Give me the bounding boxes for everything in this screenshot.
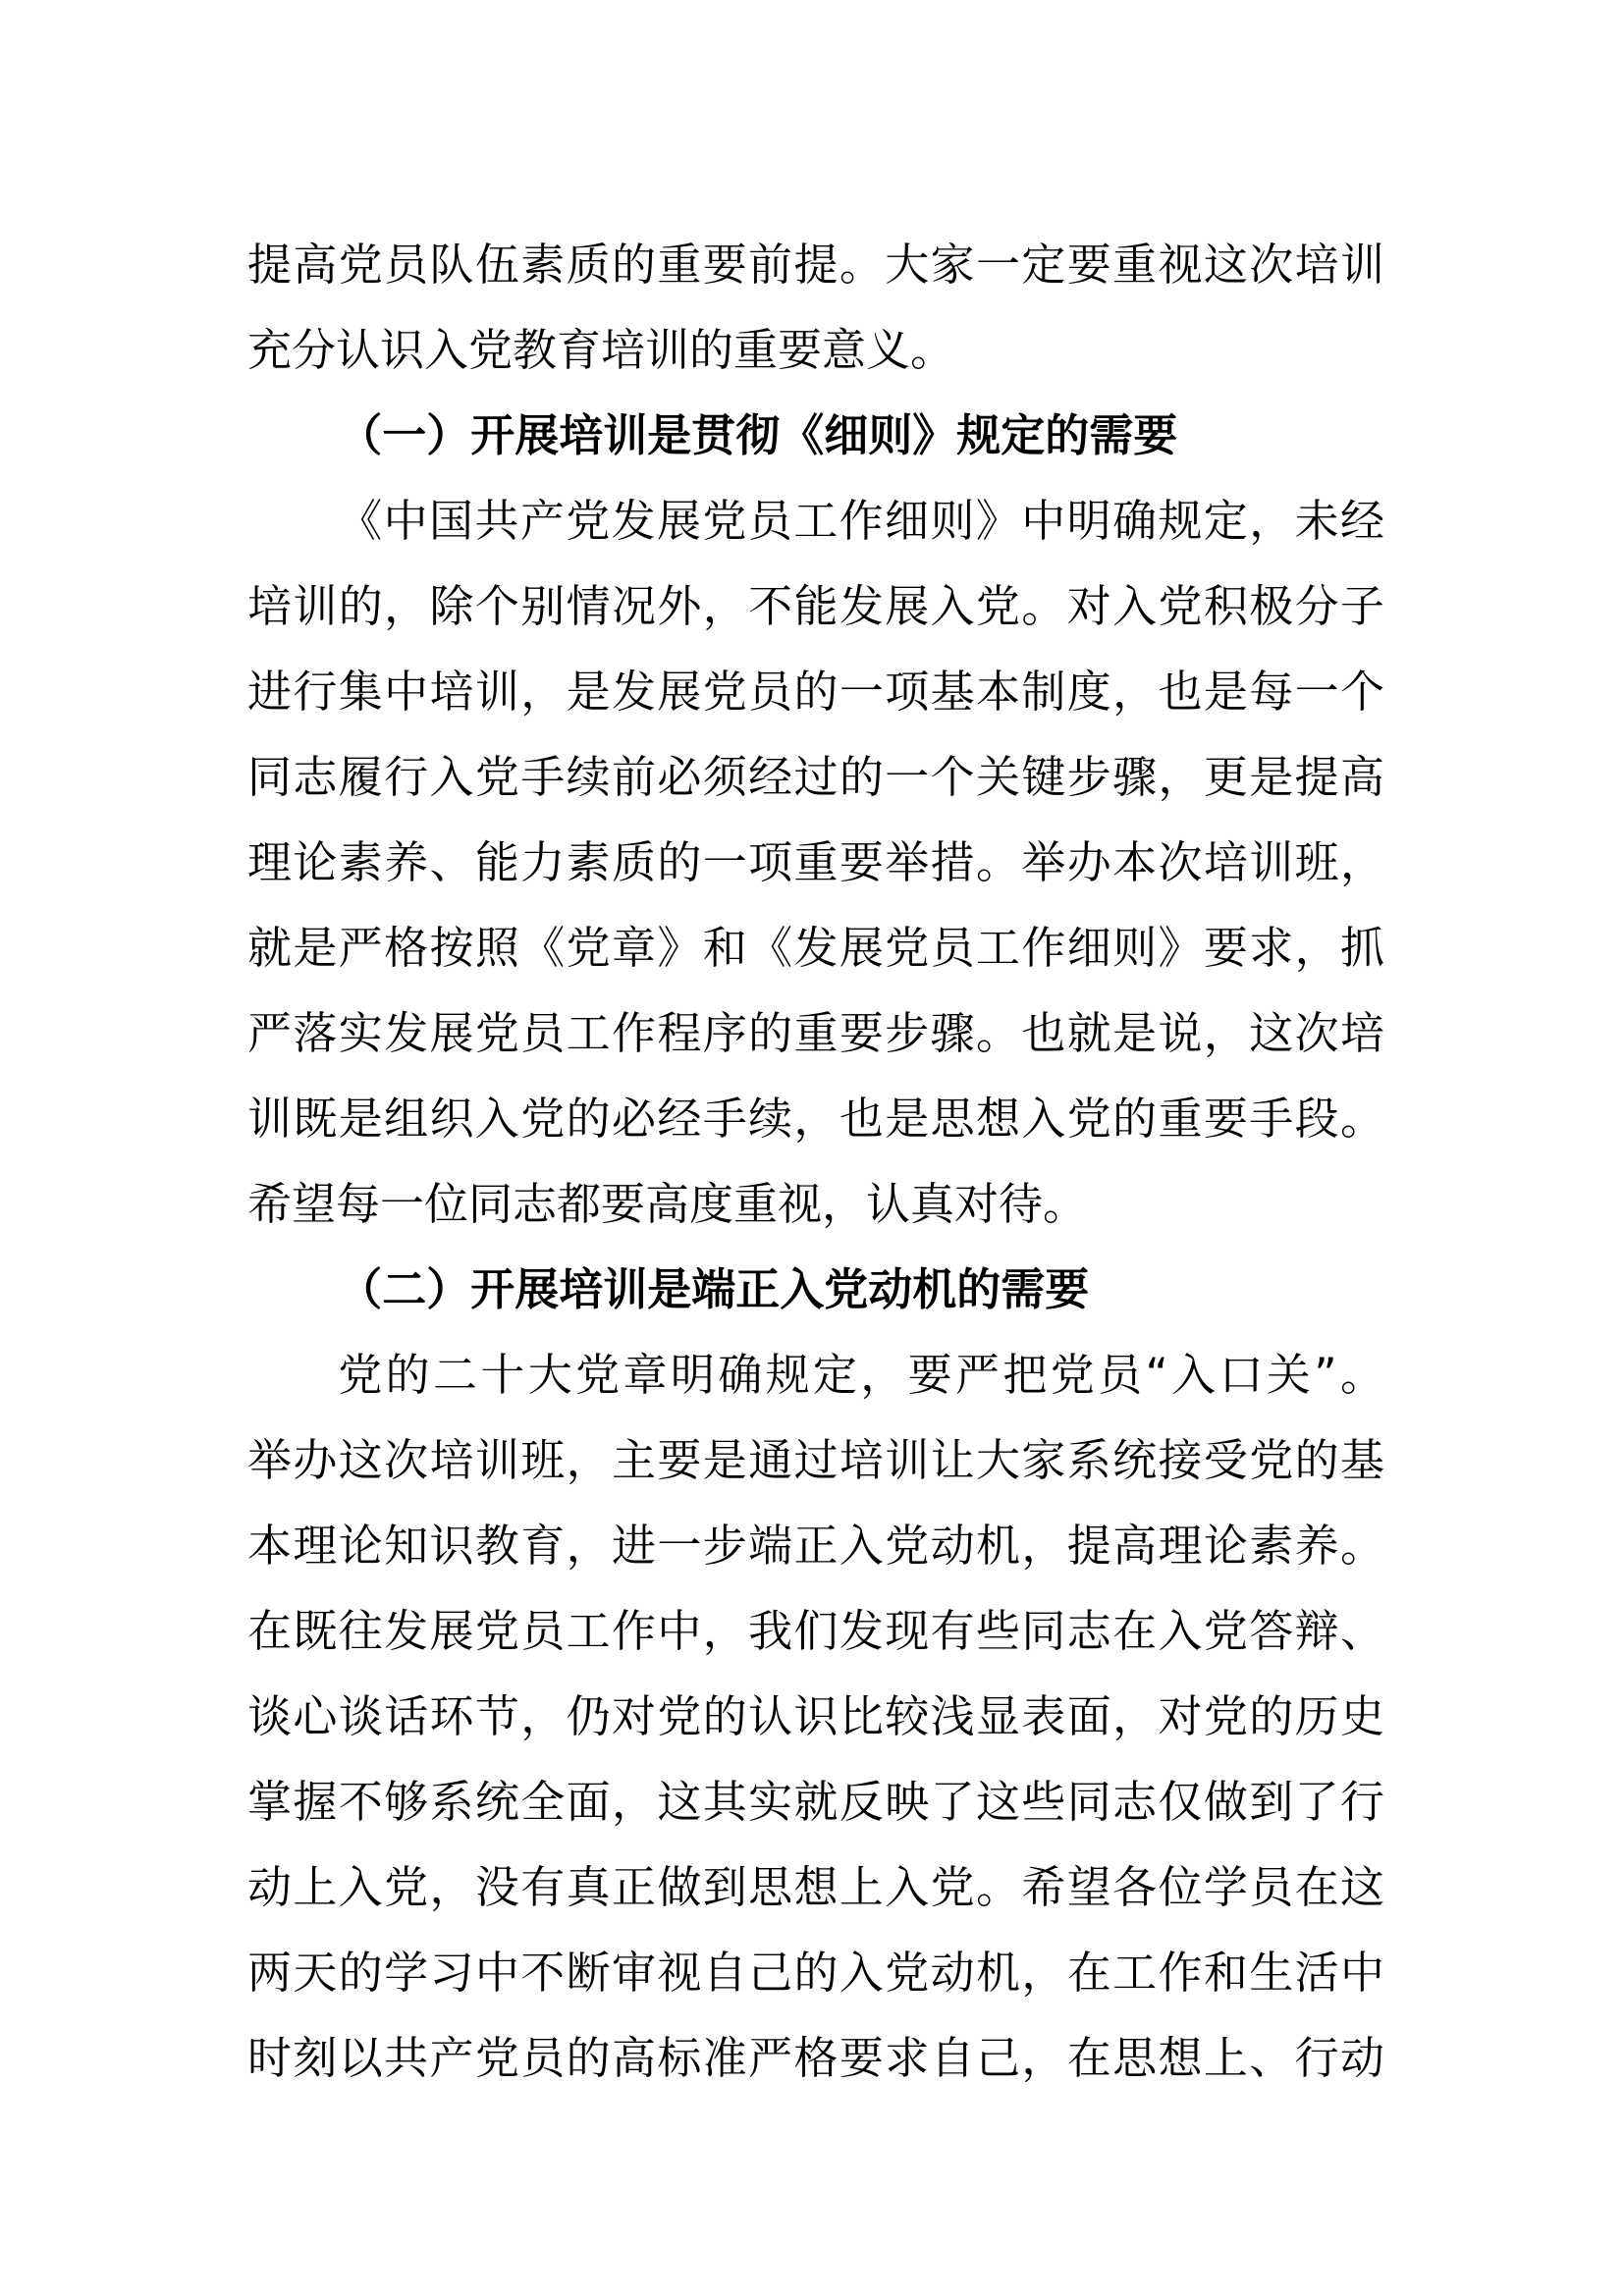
text-line: 理论素养、能力素质的一项重要举措。举办本次培训班， (247, 836, 1384, 888)
section-heading (247, 1247, 1384, 1332)
text-line: 同志履行入党手续前必须经过的一个关键步骤，更是提高 (247, 751, 1384, 803)
text-line: 严落实发展党员工作程序的重要步骤。也就是说，这次培 (247, 1007, 1384, 1059)
text-line: 谈心谈话环节，仍对党的认识比较浅显表面，对党的历史 (247, 1690, 1384, 1742)
text-line: 时刻以共产党员的高标准严格要求自己，在思想上、行动 (247, 2032, 1384, 2084)
text-line: 训既是组织入党的必经手续，也是思想入党的重要手段。 (247, 1093, 1384, 1145)
text-line: 举办这次培训班，主要是通过培训让大家系统接受党的基 (247, 1434, 1384, 1486)
text-line: 本理论知识教育，进一步端正入党动机，提高理论素养。 (247, 1520, 1384, 1572)
paragraph (247, 1332, 1384, 2101)
document-body (247, 222, 1384, 2101)
text-line: 两天的学习中不断审视自己的入党动机，在工作和生活中 (247, 1947, 1384, 1999)
text-line: 在既往发展党员工作中，我们发现有些同志在入党答辩、 (247, 1605, 1384, 1657)
text-line: 动上入党，没有真正做到思想上入党。希望各位学员在这 (247, 1861, 1384, 1913)
text-line: （一）开展培训是贯彻《细则》规定的需要 (338, 409, 1178, 461)
section-heading (247, 393, 1384, 478)
text-line: 培训的，除个别情况外，不能发展入党。对入党积极分子 (247, 580, 1384, 632)
text-line: 掌握不够系统全面，这其实就反映了这些同志仅做到了行 (247, 1776, 1384, 1828)
paragraph (247, 478, 1384, 1247)
text-line: 进行集中培训，是发展党员的一项基本制度，也是每一个 (247, 666, 1384, 718)
text-line: 就是严格按照《党章》和《发展党员工作细则》要求，抓 (247, 922, 1384, 974)
text-line: （二）开展培训是端正入党动机的需要 (338, 1263, 1090, 1315)
text-line: 提高党员队伍素质的重要前提。大家一定要重视这次培训 (247, 239, 1384, 291)
text-line: 党的二十大党章明确规定，要严把党员“入口关”。 (338, 1349, 1384, 1401)
paragraph (247, 222, 1384, 393)
text-line: 充分认识入党教育培训的重要意义。 (247, 324, 955, 376)
text-line: 《中国共产党发展党员工作细则》中明确规定，未经 (338, 495, 1384, 547)
text-line: 希望每一位同志都要高度重视，认真对待。 (247, 1178, 1088, 1230)
